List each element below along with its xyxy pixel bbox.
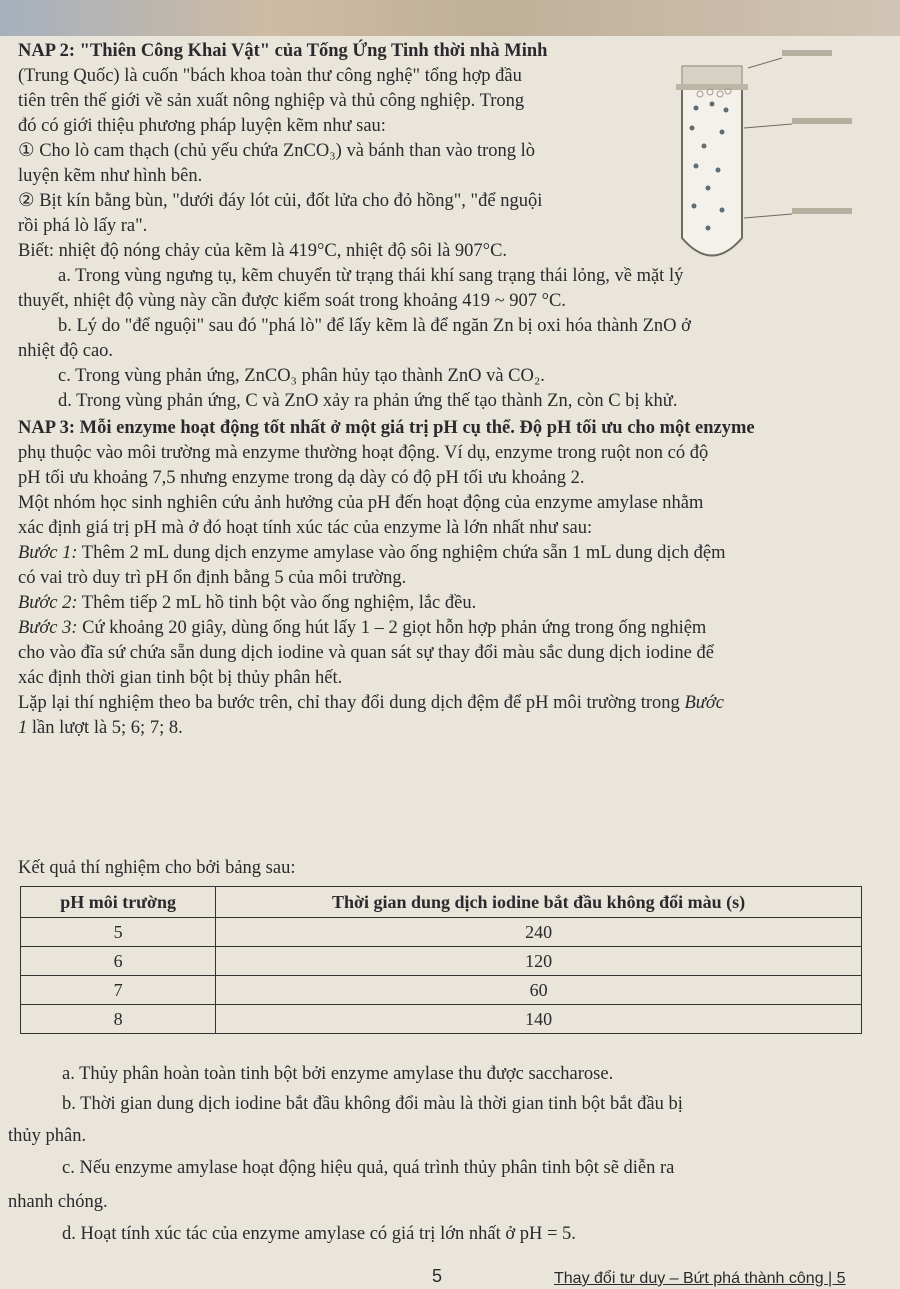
nap2-statement-a-line-2: thuyết, nhiệt độ vùng này cần được kiểm soát trong khoảng 419 ~ 907 °C. xyxy=(18,291,566,311)
nap3-line-2: phụ thuộc vào môi trường mà enzyme thường hoạt động. Ví dụ, enzyme trong ruột non có độ xyxy=(18,443,709,463)
nap3-statement-d: d. Hoạt tính xúc tác của enzyme amylase có giá trị lớn nhất ở pH = 5. xyxy=(62,1224,576,1244)
nap3-step-3-line-2: cho vào đĩa sứ chứa sẵn dung dịch iodine và quan sát sự thay đổi màu sắc dung dịch iodine để xyxy=(18,643,714,663)
table-cell-time: 60 xyxy=(216,976,862,1005)
table-header-ph: pH môi trường xyxy=(21,887,216,918)
table-row xyxy=(21,1005,862,1034)
nap3-step-3-line-3: xác định thời gian tinh bột bị thủy phân hết. xyxy=(18,668,343,688)
page-number: 5 xyxy=(432,1266,443,1286)
results-table xyxy=(20,886,862,1034)
nap3-statement-a: a. Thủy phân hoàn toàn tinh bột bởi enzyme amylase thu được saccharose. xyxy=(62,1064,614,1084)
table-header-time: Thời gian dung dịch iodine bắt đầu không đổi màu (s) xyxy=(216,887,862,918)
nap3-step-3-line-1: Bước 3: Cứ khoảng 20 giây, dùng ống hút lấy 1 – 2 giọt hỗn hợp phản ứng trong ống nghiệm xyxy=(18,618,707,638)
nap3-step-1-line-2: có vai trò duy trì pH ổn định bằng 5 của môi trường. xyxy=(18,568,407,588)
nap3-repeat-line-1: Lặp lại thí nghiệm theo ba bước trên, chỉ thay đổi dung dịch đệm để pH môi trường trong Bước xyxy=(18,693,724,713)
nap3-result-intro: Kết quả thí nghiệm cho bởi bảng sau: xyxy=(18,858,296,878)
table-cell-ph: 8 xyxy=(21,1005,216,1034)
nap2-statement-c: c. Trong vùng phản ứng, ZnCO₃ phân hủy tạo thành ZnO và CO₂. xyxy=(58,366,545,386)
table-cell-ph: 5 xyxy=(21,918,216,947)
nap2-line-3: tiên trên thế giới về sản xuất nông nghiệp và thủ công nghiệp. Trong xyxy=(18,91,525,111)
nap3-line-5: xác định giá trị pH mà ở đó hoạt tính xúc tác của enzyme là lớn nhất như sau: xyxy=(18,518,593,538)
nap2-statement-b-line-1: b. Lý do "để nguội" sau đó "phá lò" để lấy kẽm là để ngăn Zn bị oxi hóa thành ZnO ở xyxy=(58,316,691,336)
nap2-line-6: luyện kẽm như hình bên. xyxy=(18,166,203,186)
table-row xyxy=(21,918,862,947)
table-cell-ph: 7 xyxy=(21,976,216,1005)
table-row xyxy=(21,947,862,976)
footer-slogan: Thay đổi tư duy – Bứt phá thành công | 5 xyxy=(554,1270,846,1287)
nap3-statement-b-line-2: thủy phân. xyxy=(8,1126,87,1146)
nap2-statement-a-line-1: a. Trong vùng ngưng tụ, kẽm chuyển từ trạng thái khí sang trạng thái lỏng, về mặt lý xyxy=(58,266,684,286)
nap3-repeat-line-2: 1 lần lượt là 5; 6; 7; 8. xyxy=(18,718,183,738)
nap2-line-7: ② Bịt kín bằng bùn, "dưới đáy lót củi, đốt lửa cho đỏ hồng", "để nguội xyxy=(18,191,543,211)
nap2-statement-d: d. Trong vùng phản ứng, C và ZnO xảy ra phản ứng thế tạo thành Zn, còn C bị khử. xyxy=(58,391,678,411)
nap2-line-1: NAP 2: "Thiên Công Khai Vật" của Tống Ứng Tinh thời nhà Minh xyxy=(18,41,548,61)
nap2-note: Biết: nhiệt độ nóng chảy của kẽm là 419°C, nhiệt độ sôi là 907°C. xyxy=(18,241,508,261)
nap3-statement-c-line-1: c. Nếu enzyme amylase hoạt động hiệu quả, quá trình thủy phân tinh bột sẽ diễn ra xyxy=(62,1158,675,1178)
table-cell-ph: 6 xyxy=(21,947,216,976)
nap3-step-2: Bước 2: Thêm tiếp 2 mL hồ tinh bột vào ống nghiệm, lắc đều. xyxy=(18,593,477,613)
table-cell-time: 140 xyxy=(216,1005,862,1034)
nap3-line-4: Một nhóm học sinh nghiên cứu ảnh hưởng của pH đến hoạt động của enzyme amylase nhằm xyxy=(18,493,704,513)
table-cell-time: 120 xyxy=(216,947,862,976)
nap2-line-5: ① Cho lò cam thạch (chủ yếu chứa ZnCO₃) và bánh than vào trong lò xyxy=(18,141,536,161)
nap3-statement-c-line-2: nhanh chóng. xyxy=(8,1192,108,1212)
nap2-statement-b-line-2: nhiệt độ cao. xyxy=(18,341,114,361)
nap2-line-4: đó có giới thiệu phương pháp luyện kẽm như sau: xyxy=(18,116,386,136)
table-row xyxy=(21,976,862,1005)
nap3-line-3: pH tối ưu khoảng 7,5 nhưng enzyme trong dạ dày có độ pH tối ưu khoảng 2. xyxy=(18,468,585,488)
nap2-line-8: rồi phá lò lấy ra". xyxy=(18,216,148,236)
nap2-line-2: (Trung Quốc) là cuốn "bách khoa toàn thư công nghệ" tổng hợp đầu xyxy=(18,66,522,86)
nap3-line-1: NAP 3: Mỗi enzyme hoạt động tốt nhất ở một giá trị pH cụ thể. Độ pH tối ưu cho một enzyme xyxy=(18,418,755,438)
nap3-step-1-line-1: Bước 1: Thêm 2 mL dung dịch enzyme amylase vào ống nghiệm chứa sẵn 1 mL dung dịch đệm xyxy=(18,543,726,563)
nap3-statement-b-line-1: b. Thời gian dung dịch iodine bắt đầu không đổi màu là thời gian tinh bột bắt đầu bị xyxy=(62,1094,683,1114)
table-header-row xyxy=(21,887,862,918)
table-cell-time: 240 xyxy=(216,918,862,947)
